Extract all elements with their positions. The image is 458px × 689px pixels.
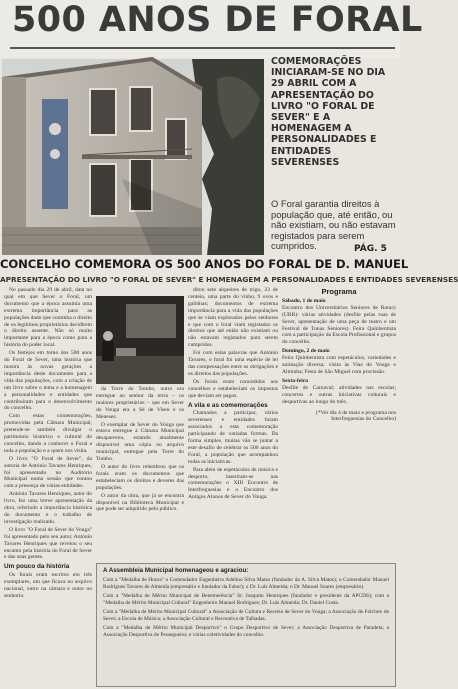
paragraph: O autor da obra, que já se encontra disponível na Biblioteca Municipal e que pode ser adquirido pelo público.: [96, 492, 184, 513]
subheading-history: Um pouco da história: [4, 563, 70, 571]
paragraph: Com estas comemorações, promovidas pela Câmara Municipal, pretende-se também divulgar o património histórico e cultural do concelho, dando a conhecer o Foral a toda a população e a quem nos visita.: [4, 413, 92, 454]
paragraph: O livro "O Foral de Sever", da autoria de António Tavares Henriques, foi apresentado no Auditório Municipal numa sessão que contou com a presença de várias entidades.: [4, 455, 92, 490]
program-column: [282, 289, 396, 559]
program-day: Sexta-feira: [282, 377, 309, 384]
article-column-3: [188, 287, 278, 558]
program-title: Programa: [321, 287, 357, 296]
program-day: Sábado, 1 de maio: [282, 297, 326, 304]
page-reference: PÁG. 5: [354, 244, 387, 254]
honors-title: A Assembleia Municipal homenageou e agraciou:: [103, 567, 249, 574]
paragraph: Chamados a participar, vários severenses e entidades foram associados a esta comemoração participando de variadas formas. Da forma simples, muitas vão se juntar a este desafio de celebrar os 500 anos do Foral, a população que acompanhou todas as iniciativas.: [188, 410, 278, 465]
paragraph: Os forais eram concedidos aos concelhos e estabeleciam os impostos que deviam ser pagos.: [188, 378, 278, 399]
paragraph: Foi com estas palavras que António Tavares, o foral foi uma espécie de lei das compensações entre as obrigações e os direitos das populações.: [188, 350, 278, 377]
paragraph: O exemplar de Sever do Vouga que estava entregue à Câmara Municipal desapareceu, estando atualmente disponível uma cópia no arquivo municipal, entregue pela Torre do Tombo.: [96, 421, 184, 463]
building-photo-illustration: [2, 59, 264, 255]
honors-paragraph: Com a "Medalha de Mérito Municipal de Benemerência" Sr. Joaquim Henriques (fundador e presidente da APCDS); com a "Medalha de Mérito Municipal Cultural" Engenheiro Manuel Rodrigues; Dr. Luís Almeida; Dr. Daniel Costa.: [103, 593, 389, 606]
paragraph: Os forais eram escritos em três exemplares, um que ficava no arquivo nacional, outro na câmara e outro no senhorio.: [4, 572, 92, 599]
article-column-1: [4, 287, 92, 686]
paragraph: António Tavares Henriques, autor do livro, fez uma breve apresentação da obra, referindo a importância histórica do documento e o trabalho de investigação realizado.: [4, 491, 92, 525]
section-subtitle: APRESENTAÇÃO DO LIVRO "O FORAL DE SEVER" E HOMENAGEM A PERSONALIDADES E ENTIDADES SEVERENSES: [0, 275, 458, 284]
presentation-photo: [96, 296, 184, 384]
paragraph: No passado dia 29 de abril, data no qual em que Sever o Foral, um documento que a época assumia uma extrema importância para as populações dado que continha o direito de os legítimos proprietários decidirem o direito assente. Não só muito importante para a época como para a história do poder local.: [4, 287, 92, 349]
building-photo: [2, 59, 264, 255]
photo-caption: O Foral garantia direitos à população que, até então, ou não existiam, ou não estavam registados para serem cumpridos.: [271, 198, 396, 252]
paragraph: O autor do livro relembrou que os forais eram os documentos que estabeleciam os direitos e deveres das populações.: [96, 463, 184, 491]
honors-paragraph: Com a "Medalha de Mérito Municipal Cultural" a Associação de Cultura e Recreio de Sever do Vouga; a Associação de Folclore de Sever; a Escola de Música; a Associação Cultural e Recreativa de Talhadas.: [103, 609, 389, 622]
headline-rule: [10, 47, 395, 49]
presentation-photo-illustration: [96, 296, 184, 384]
page-headline: 500 ANOS DE FORAL: [12, 0, 423, 40]
honors-paragraph: Com a "Medalha de Mérito Municipal Desportivo" o Grupo Desportivo de Sever; a Associação Desportiva de Paradela; a Associação Desportiva de Pessegueiro; e várias coletividades do concelho.: [103, 625, 389, 638]
article-column-2: [96, 386, 184, 558]
honors-paragraph: Com a "Medalha de Honra" o Comendador Engenheiro Adelino Silva Matos (fundador da A. Silva Matos); o Comendador Manuel Rodrigues Tavares de Almeida (empresário e fundador da Fabor); o Dr. Luís Almeida; o Dr. Manuel Soares (empresário).: [103, 577, 389, 590]
paragraph: O livro "O Foral de Sever do Vouga" foi apresentado pelo seu autor, António Tavares Henriques que revelou o seu encanto pela história do Foral de Sever e das suas gentes.: [4, 526, 92, 561]
paragraph: Para além de espetáculos de música e desporto, inseriram-se nas comemorações o XIII Encontro de Interfreguesias e o Encontro dos Antigos Alunos de Sever do Vouga.: [188, 466, 278, 501]
section-title: CONCELHO COMEMORA OS 500 ANOS DO FORAL DE D. MANUEL: [0, 257, 409, 271]
teaser-text: COMEMORAÇÕES INICIARAM-SE NO DIA 29 ABRIL COM A APRESENTAÇÃO DO LIVRO "O FORAL DE SEVER" E A HOMENAGEM A PERSONALIDADES E ENTIDADES SEVERENSES: [271, 56, 386, 168]
honors-box: [96, 563, 396, 687]
paragraph: da Torre do Tombo, outro era entregue ao senhor da terra – os maiores proprietários – que em Sever do Vouga era a Sé de Viseu e os Meneses.: [96, 386, 184, 420]
program-text: Feira Quinhentista com espetáculos, variedades e animação diversa; visita às Vias do Vouga e Alminha; Festa de São Miguel com procissão.: [282, 355, 396, 375]
program-text: Desfile de Carnaval; atividades nas escolas; concertos e outras iniciativas culturais e desportivas ao longo do mês.: [282, 384, 396, 405]
paragraph: ditou sete alqueires de trigo, 23 de centeio, uma parte do vinho, 9 ovos e galinhas; documentos de extrema importância para a vida das populações que se viam explorados pelos senhores e que com o foral viam registados os direitos que até então não existiam ou não estavam registados para serem cumpridos.: [188, 287, 278, 349]
program-note: (*Ver dia 4 de maio e programa nos Interfreguesias do Concelho): [316, 409, 396, 423]
program-day: Domingo, 2 de maio: [282, 348, 330, 355]
program-text: Encontro dos Universitários Seniores de Rotary (URR): várias atividades (desfile pelas ruas de Sever, apresentação de uma peça de teatro e um Festival de Tunas Seniores). Feira Quinhentista com a participação da Escola Profissional e grupos do concelho.: [282, 304, 396, 346]
subheading-vila: A vila e as comemorações: [188, 401, 268, 409]
paragraph: Os festejos em torno dos 500 anos do Foral de Sever, uma história que mostra às novas gerações a importância deste documento para a vida das populações, com a criação de um livro sobre o tema e a homenagem a personalidades e entidades que contribuíram para o desenvolvimento do concelho.: [4, 350, 92, 412]
